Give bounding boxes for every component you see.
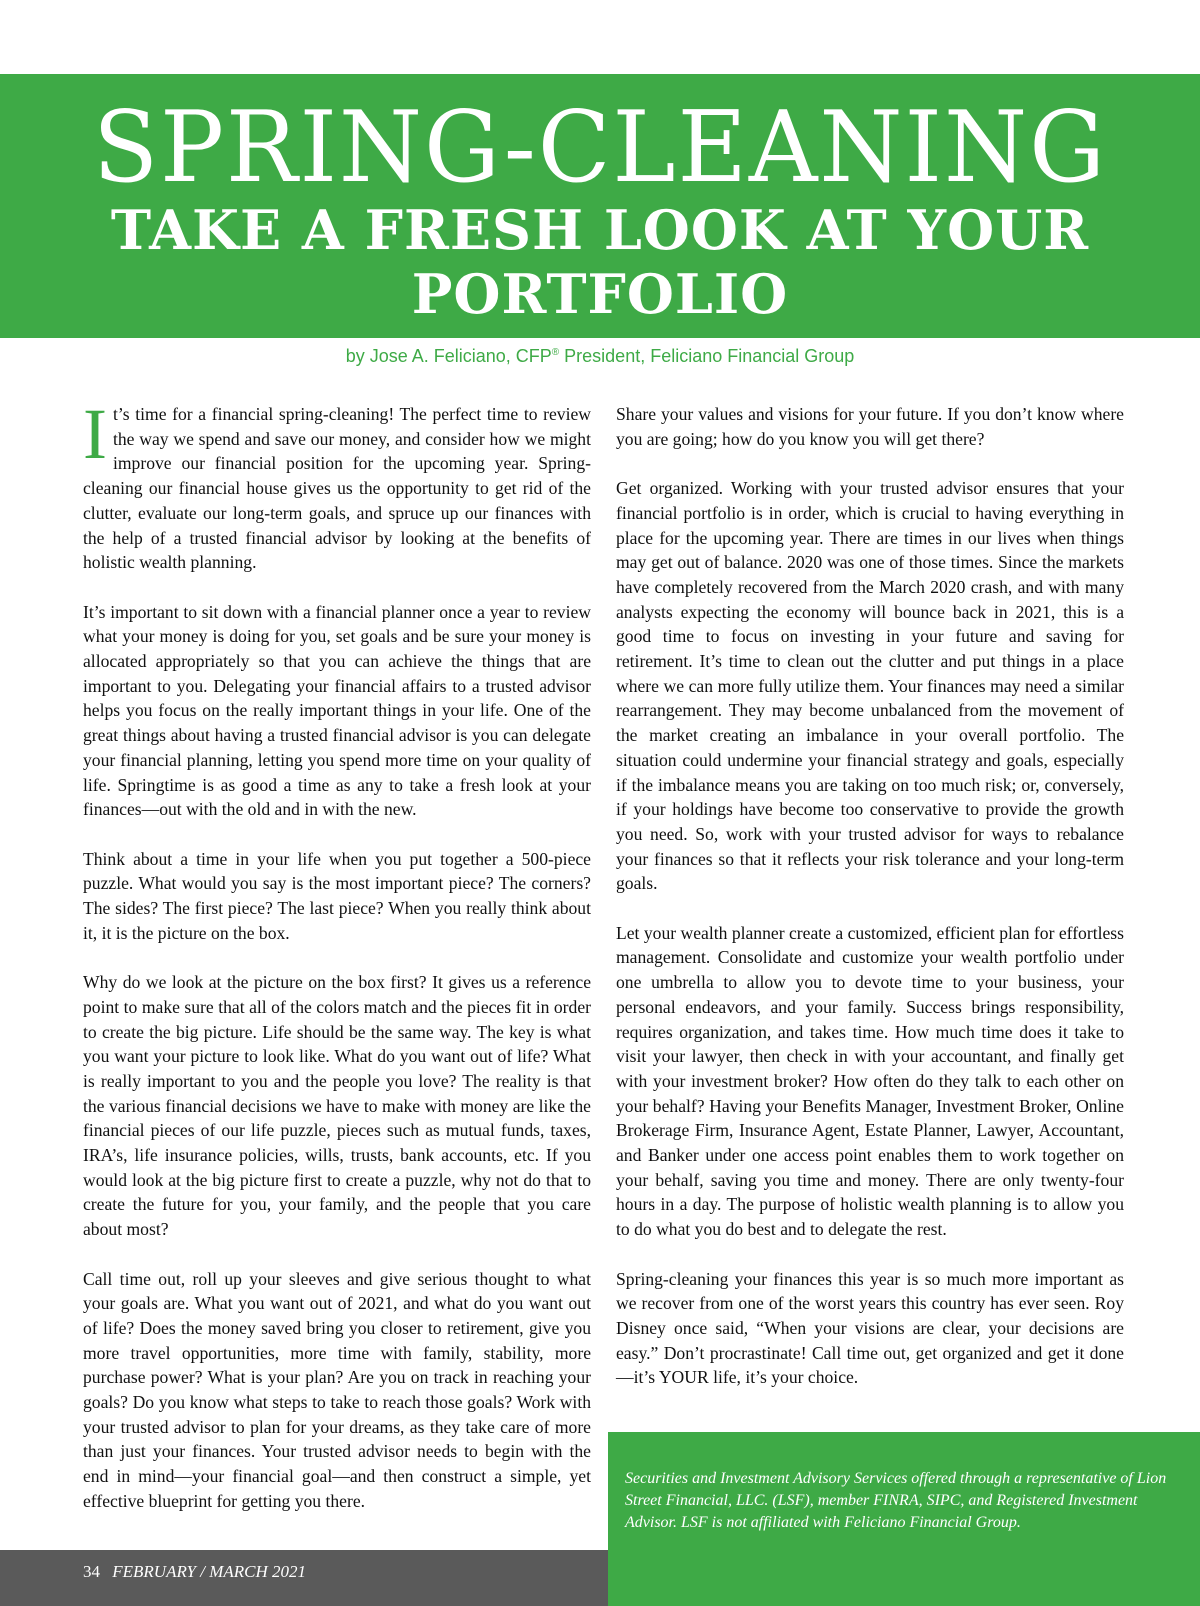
paragraph-intro [83,394,591,575]
page-number: 34 [83,1562,100,1581]
byline-title: President, Feliciano Financial Group [559,346,855,366]
article-subtitle: TAKE A FRESH LOOK AT YOUR PORTFOLIO [110,198,1090,326]
paragraph: Spring-cleaning your finances this year is so much more important as we recover from one of the worst years this country has ever seen. Roy Disney once said, “When your visions are clear, your decisions are easy.” Don’t procrastinate! Call time out, get organized and get it done—it’s YOUR life, it’s your choice. [616,1268,1124,1388]
title-banner [0,74,1200,338]
paragraph: Think about a time in your life when you put together a 500-piece puzzle. What would you say is the most important piece? The corners? The sides? The first piece? The last piece? When you really think about it, it is the picture on the box. [83,848,591,943]
issue-date: FEBRUARY / MARCH 2021 [112,1562,306,1581]
paragraph: Call time out, roll up your sleeves and give serious thought to what your goals are. What you want out of 2021, and what do you want out of life? Does the money saved bring you closer to retirement, give you more travel opportunities, more time with family, stability, more purchase power? What is your plan? Are you on track in reaching your goals? Do you know what steps to take to reach those goals? Work with your trusted advisor to plan for your dreams, as they take care of more than just your finances. Your trusted advisor needs to begin with the end in mind—your financial goal—and then construct a simple, yet effective blueprint for getting you there. [83,1268,591,1511]
byline-author: by Jose A. Feliciano, CFP [345,346,552,366]
paragraph: Share your values and visions for your future. If you don’t know where you are going; how do you know you will get there? [616,404,1124,449]
paragraph-intro-text: t’s time for a financial spring-cleaning! The perfect time to review the way we spend and save our money, and consider how we might improve our financial position for the upcoming year. Spring-cleaning our financial house gives us the opportunity to get rid of the clutter, evaluate our long-term goals, and spruce up our finances with the help of a trusted financial advisor by looking at the benefits of holistic wealth planning. [83,404,591,573]
paragraph: Why do we look at the picture on the box first? It gives us a reference point to make sure that all of the colors match and the pieces fit in order to create the big picture. Life should be the same way. The key is what you want your picture to look like. What do you want out of life? What is really important to you and the people you love? The reality is that the various financial decisions we have to make with money are like the financial pieces of our life puzzle, pieces such as mutual funds, taxes, IRA’s, life insurance policies, wills, trusts, bank accounts, etc. If you would look at the big picture first to create a puzzle, why not do that to create the future for you, your family, and the people that you care about most? [83,972,591,1240]
article-title: SPRING-CLEANING [92,91,1108,205]
paragraph: Get organized. Working with your trusted advisor ensures that your financial portfolio is in order, which is crucial to having everything in place for the upcoming year. There are times in our lives when things may get out of balance. 2020 was one of those times. Since the markets have completely recovered from the March 2020 crash, and with many analysts expecting the economy will bounce back in 2021, this is a good time to focus on investing in your future and saving for retirement. It’s time to clean out the clutter and put things in a place where we can more fully utilize them. Your finances may need a similar rearrangement. They may become unbalanced from the movement of the market creating an imbalance in your overall portfolio. The situation could undermine your financial strategy and goals, especially if the imbalance means you are taking on too much risk; or, conversely, if your holdings have become too conservative to provide the growth you need. So, work with your trusted advisor for ways to rebalance your finances so that it reflects your risk tolerance and your long-term goals. [616,478,1124,894]
registered-mark: ® [551,347,560,358]
drop-cap: I [83,394,107,474]
author-byline [0,346,1200,367]
article-column-right [616,402,1124,1415]
paragraph: Let your wealth planner create a customized, efficient plan for effortless management. Consolidate and customize your wealth portfolio under one umbrella to allow you to devote time to your business, your personal endeavors, and your family. Success brings responsibility, requires organization, and takes time. How much time does it take to visit your lawyer, then check in with your accountant, and finally get with your investment broker? How often do they talk to each other on your behalf? Having your Benefits Manager, Investment Broker, Online Brokerage Firm, Insurance Agent, Estate Planner, Lawyer, Accountant, and Banker under one access point enables them to work together on your behalf, saving you time and money. There are only twenty-four hours in a day. The purpose of holistic wealth planning is to allow you to do what you do best and to delegate the rest. [616,922,1124,1240]
disclaimer-box: Securities and Investment Advisory Services offered through a representative of Lion Street Financial, LLC. (LSF), member FINRA, SIPC, and Registered Investment Advisor. LSF is not affiliated with Feliciano Financial Group. [608,1432,1200,1606]
page-footer [0,1550,608,1606]
article-column-left [83,394,591,1538]
paragraph: It’s important to sit down with a financial planner once a year to review what your money is doing for you, set goals and be sure your money is allocated appropriately so that you can achieve the things that are important to you. Delegating your financial affairs to a trusted advisor helps you focus on the really important things in your life. One of the great things about having a trusted financial advisor is you can delegate your financial planning, letting you spend more time on your quality of life. Springtime is as good a time as any to take a fresh look at your finances—out with the old and in with the new. [83,601,591,820]
